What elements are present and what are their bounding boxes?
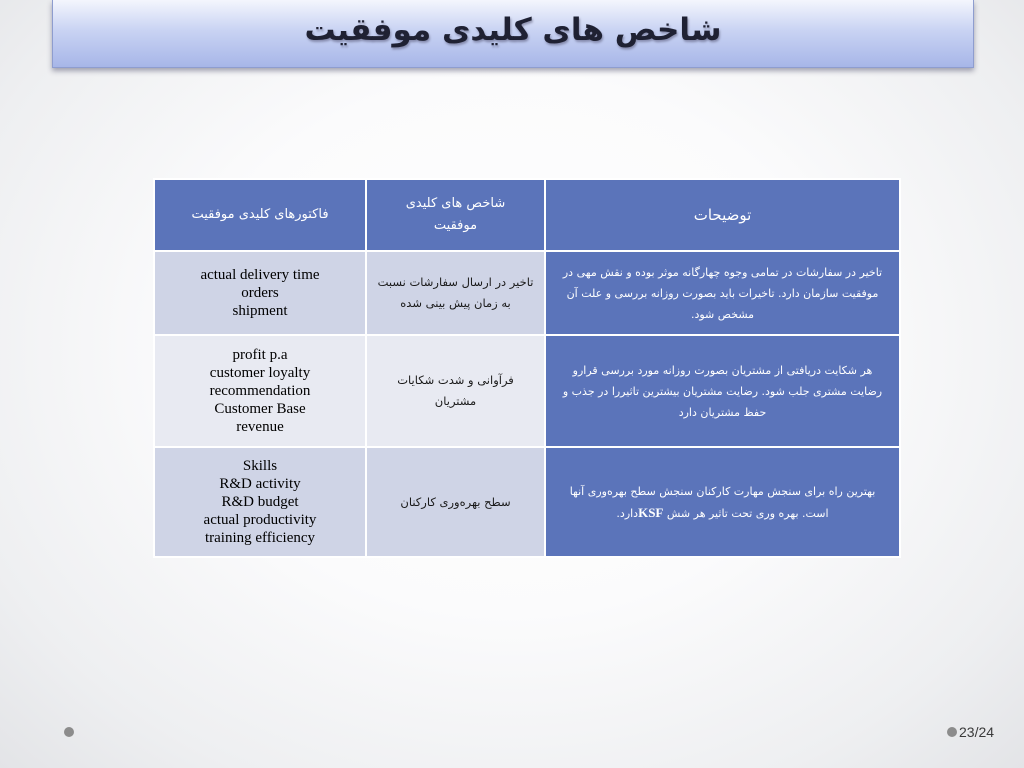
- desc-line: مشخص شود.: [690, 307, 755, 321]
- kpi-cell: [366, 251, 545, 335]
- page-number: 23/24: [959, 724, 995, 740]
- desc-cell: [545, 251, 900, 335]
- desc-line: موفقیت سازمان دارد. تاخیرات باید بصورت روزانه بررسی و علت آن: [566, 286, 879, 300]
- csf-cell: [154, 335, 366, 447]
- desc-cell: [545, 447, 900, 557]
- header-kpi-line: موفقیت: [433, 218, 478, 233]
- left-bullet-dot: [64, 727, 74, 737]
- desc-line: هر شکایت دریافتی از مشتریان بصورت روزانه مورد بررسی قرارو: [572, 363, 873, 377]
- kpi-table: [153, 178, 901, 558]
- csf-item: actual delivery time: [200, 267, 320, 283]
- csf-cell: [154, 251, 366, 335]
- desc-line: تاخیر در سفارشات در تمامی وجوه چهارگانه موثر بوده و نقش مهی در: [562, 265, 883, 279]
- title-bar: [52, 0, 974, 68]
- csf-item: profit p.a: [232, 347, 288, 363]
- desc-line: رضایت مشتری جلب شود. رضایت مشتریان بیشترین تاثیررا در جذب و: [562, 384, 883, 398]
- table-row: [154, 335, 900, 447]
- kpi-line: فرآوانی و شدت شکایات مشتریان: [397, 373, 514, 408]
- csf-item: R&D budget: [221, 494, 299, 510]
- table-row: [154, 251, 900, 335]
- csf-item: customer loyalty: [209, 365, 311, 381]
- kpi-cell: [366, 335, 545, 447]
- csf-item: Skills: [242, 458, 278, 474]
- csf-item: actual productivity: [203, 512, 317, 528]
- slide-title: شاخص های کلیدی موفقیت: [304, 11, 722, 48]
- csf-item: shipment: [232, 303, 288, 319]
- header-kpi-line: شاخص های کلیدی: [405, 196, 506, 211]
- header-kpi: [366, 179, 545, 251]
- csf-item: orders: [241, 285, 279, 301]
- header-desc: توضیحات: [545, 179, 900, 251]
- kpi-cell: [366, 447, 545, 557]
- kpi-line: به زمان پیش بینی شده: [400, 296, 511, 310]
- desc-text: است. بهره وری تحت تاثیر هر شش: [663, 506, 829, 520]
- csf-item: R&D activity: [219, 476, 301, 492]
- right-bullet-dot: [947, 727, 957, 737]
- ksf-abbr: KSF: [638, 504, 664, 520]
- csf-item: training efficiency: [204, 530, 316, 546]
- csf-cell: [154, 447, 366, 557]
- header-csf: فاکتورهای کلیدی موفقیت: [154, 179, 366, 251]
- kpi-line: تاخیر در ارسال سفارشات نسبت: [377, 275, 534, 289]
- table-row: [154, 447, 900, 557]
- desc-line: [554, 502, 891, 524]
- desc-text: دارد.: [616, 506, 639, 520]
- csf-item: Customer Base: [214, 401, 306, 417]
- table-header-row: [154, 179, 900, 251]
- csf-item: recommendation: [209, 383, 311, 399]
- kpi-line: سطح بهره‌وری کارکنان: [400, 494, 511, 509]
- desc-line: بهترین راه برای سنجش مهارت کارکنان سنجش سطح بهره‌وری آنها: [569, 484, 876, 498]
- desc-cell: [545, 335, 900, 447]
- desc-line: حفظ مشتریان دارد: [678, 405, 767, 419]
- csf-item: revenue: [236, 419, 284, 435]
